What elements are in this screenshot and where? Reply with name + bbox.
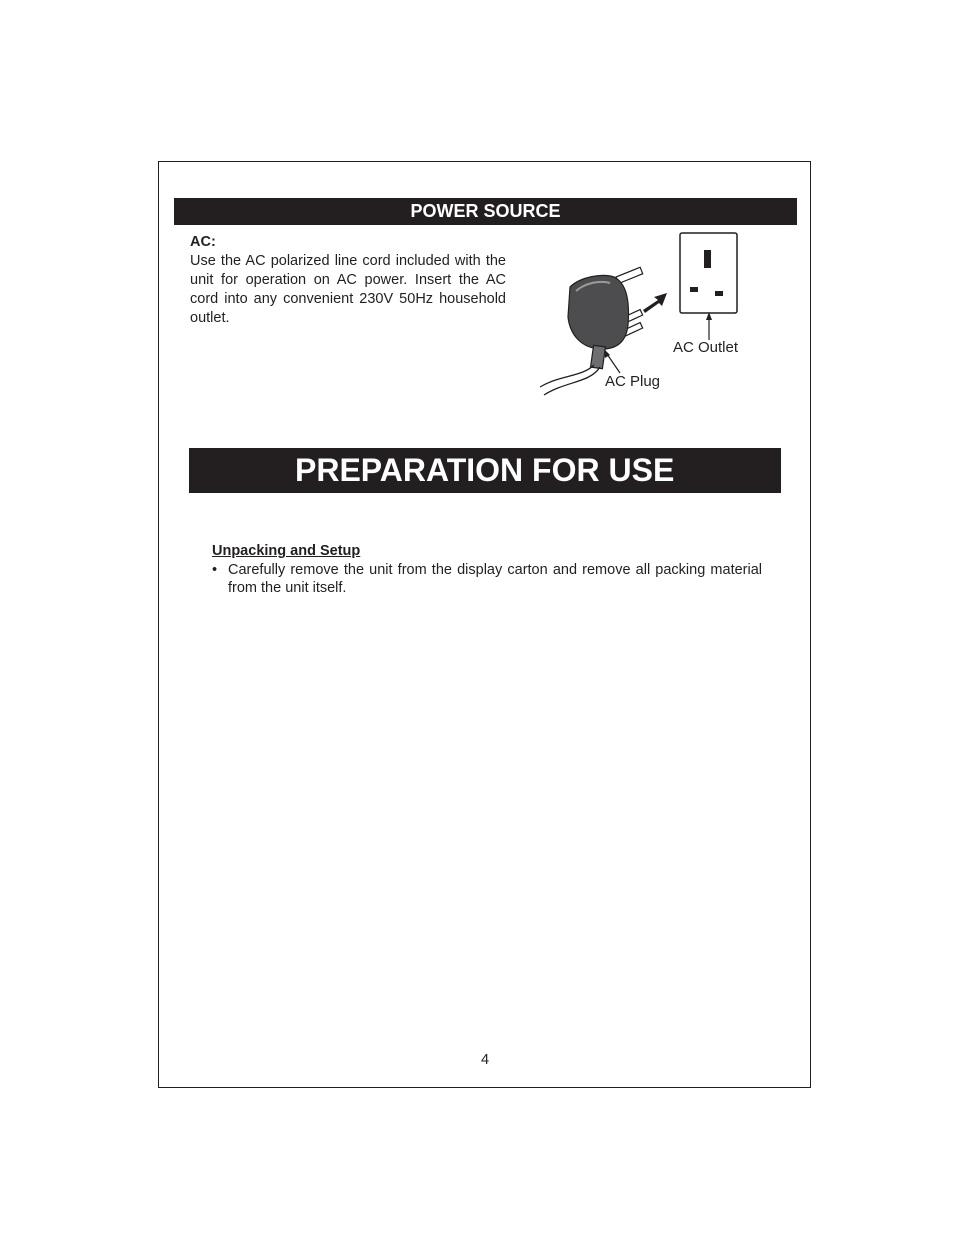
outlet-faceplate (680, 233, 737, 313)
insertion-arrow-icon (643, 293, 667, 313)
outlet-neutral-slot (715, 291, 723, 296)
preparation-heading-text: PREPARATION FOR USE (295, 452, 675, 488)
page-number: 4 (480, 1052, 490, 1068)
ac-instructions (190, 233, 506, 328)
plug-body (568, 275, 628, 349)
ac-plug-label: AC Plug (605, 373, 661, 390)
unpacking-subheading: Unpacking and Setup (212, 543, 361, 559)
preparation-heading (189, 448, 781, 493)
ac-outlet-label: AC Outlet (673, 339, 739, 356)
plug-strain-relief (591, 345, 606, 368)
list-item (212, 561, 762, 598)
bullet-icon: • (212, 561, 218, 578)
outlet-earth-slot (704, 250, 711, 268)
outlet-live-slot (690, 287, 698, 292)
unpacking-section (212, 542, 762, 598)
bullet-text: Carefully remove the unit from the display carton and remove all packing material from the unit itself. (228, 561, 762, 596)
unpacking-bullet-list (212, 561, 762, 598)
power-source-heading (174, 198, 797, 225)
power-source-heading-text: POWER SOURCE (410, 201, 561, 221)
ac-text: Use the AC polarized line cord included with the unit for operation on AC power. Insert the AC cord into any convenient 230V 50Hz household outlet. (190, 253, 506, 326)
power-cord (540, 365, 594, 387)
ac-label: AC: (190, 234, 216, 250)
